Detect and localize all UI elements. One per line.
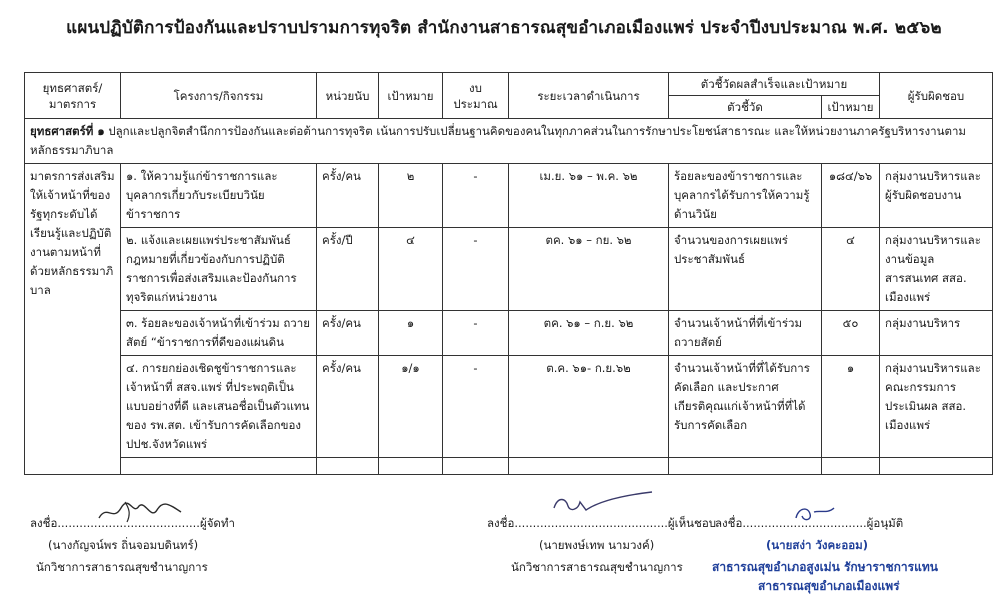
unit-cell: ครั้ง/คน bbox=[317, 311, 379, 356]
strategy-label: ยุทธศาสตร์ที่ ๑ bbox=[30, 124, 105, 138]
responsible-cell: กลุ่มงานบริหารและงานข้อมูลสารสนเทศ สสอ. เมืองแพร่ bbox=[880, 228, 993, 311]
budget-cell: - bbox=[443, 164, 509, 228]
signer-name: (นายสง่า วังคะออม) bbox=[766, 538, 869, 552]
signature-reviewed bbox=[487, 512, 716, 578]
handwritten-signature-prepared bbox=[95, 496, 185, 526]
header-indicator: ตัวชี้วัด bbox=[669, 96, 822, 119]
indicator-target-cell: ๕๐ bbox=[822, 311, 880, 356]
period-cell: ต.ค. ๖๑- ก.ย.๖๒ bbox=[509, 356, 669, 458]
empty-cell bbox=[443, 458, 509, 475]
signer-position: นักวิชาการสาธารณสุขชำนาญการ bbox=[36, 560, 208, 574]
responsible-cell: กลุ่มงานบริหาร bbox=[880, 311, 993, 356]
handwritten-signature-approved bbox=[790, 500, 840, 526]
target-cell: ๔ bbox=[379, 228, 443, 311]
budget-cell: - bbox=[443, 228, 509, 311]
responsible-cell: กลุ่มงานบริหารและผู้รับผิดชอบงาน bbox=[880, 164, 993, 228]
empty-row bbox=[25, 458, 993, 475]
signer-name: (นางกัญจน์พร ถิ่นจอมบดินทร์) bbox=[48, 538, 199, 552]
header-unit: หน่วยนับ bbox=[317, 73, 379, 119]
indicator-target-cell: ๑ bbox=[822, 356, 880, 458]
header-project: โครงการ/กิจกรรม bbox=[121, 73, 317, 119]
table-row bbox=[25, 311, 993, 356]
header-responsible: ผู้รับผิดชอบ bbox=[880, 73, 993, 119]
period-cell: เม.ย. ๖๑ – พ.ค. ๖๒ bbox=[509, 164, 669, 228]
strategy-cell bbox=[25, 119, 993, 164]
table-row bbox=[25, 228, 993, 311]
action-plan-table bbox=[24, 72, 993, 475]
indicator-cell: จำนวนเจ้าหน้าที่ที่เข้าร่วมถวายสัตย์ bbox=[669, 311, 822, 356]
strategy-row bbox=[25, 119, 993, 164]
unit-cell: ครั้ง/คน bbox=[317, 356, 379, 458]
project-cell: ๓. ร้อยละของเจ้าหน้าที่เข้าร่วม ถวายสัตย์ “ข้าราชการที่ดีของแผ่นดิน bbox=[121, 311, 317, 356]
signature-prefix: ลงชื่อ....................................... bbox=[30, 516, 200, 530]
indicator-target-cell: ๔ bbox=[822, 228, 880, 311]
signer-position: นักวิชาการสาธารณสุขชำนาญการ bbox=[511, 560, 683, 574]
signature-prefix: ลงชื่อ.................................. bbox=[715, 516, 867, 530]
measure-cell: มาตรการส่งเสริมให้เจ้าหน้าที่ของรัฐทุกระดับได้เรียนรู้และปฏิบัติงานตามหน้าที่ด้วยหลักธรรมาภิบาล bbox=[25, 164, 121, 475]
table-row bbox=[25, 356, 993, 458]
header-strategy-line2: มาตรการ bbox=[48, 96, 97, 111]
signature-role: ผู้เห็นชอบ bbox=[667, 516, 717, 530]
header-indicator-group: ตัวชี้วัดผลสำเร็จและเป้าหมาย bbox=[669, 73, 880, 96]
budget-cell: - bbox=[443, 311, 509, 356]
signer-name: (นายพงษ์เทพ นามวงค์) bbox=[539, 538, 655, 552]
unit-cell: ครั้ง/คน bbox=[317, 164, 379, 228]
signer-position-line2: สาธารณสุขอำเภอเมืองแพร่ bbox=[758, 579, 900, 593]
signature-role: ผู้อนุมัติ bbox=[866, 516, 904, 530]
target-cell: ๑ bbox=[379, 311, 443, 356]
table-row bbox=[25, 164, 993, 228]
header-indicator-target: เป้าหมาย bbox=[822, 96, 880, 119]
indicator-cell: จำนวนของการเผยแพร่ประชาสัมพันธ์ bbox=[669, 228, 822, 311]
indicator-cell: จำนวนเจ้าหน้าที่ที่ได้รับการคัดเลือก และประกาศเกียรติคุณแก่เจ้าหน้าที่ที่ได้รับการคัดเลือก bbox=[669, 356, 822, 458]
header-budget: งบประมาณ bbox=[443, 73, 509, 119]
project-cell: ๒. แจ้งและเผยแพร่ประชาสัมพันธ์กฎหมายที่เกี่ยวข้องกับการปฏิบัติราชการเพื่อส่งเสริมและป้องกันการทุจริตแก่หน่วยงาน bbox=[121, 228, 317, 311]
signer-position-line1: สาธารณสุขอำเภอสูงเม่น รักษาราชการแทน bbox=[712, 560, 938, 574]
strategy-text: ปลูกและปลูกจิตสำนึกการป้องกันและต่อต้านการทุจริต เน้นการปรับเปลี่ยนฐานคิดของคนในทุกภาคส่วนในการรักษาประโยชน์สาธารณะ และให้หน่วยงานภาครัฐบริหารงานตาม หลักธรรมาภิบาล bbox=[30, 124, 966, 157]
handwritten-signature-reviewed bbox=[548, 488, 658, 518]
signature-prefix: ลงชื่อ.......................................... bbox=[487, 516, 668, 530]
empty-cell bbox=[317, 458, 379, 475]
header-period: ระยะเวลาดำเนินการ bbox=[509, 73, 669, 119]
header-target: เป้าหมาย bbox=[379, 73, 443, 119]
target-cell: ๒ bbox=[379, 164, 443, 228]
indicator-cell: ร้อยละของข้าราชการและบุคลากรได้รับการให้ความรู้ด้านวินัย bbox=[669, 164, 822, 228]
empty-cell bbox=[822, 458, 880, 475]
empty-cell bbox=[121, 458, 317, 475]
empty-cell bbox=[880, 458, 993, 475]
header-row-1 bbox=[25, 73, 993, 96]
header-strategy-measure bbox=[25, 73, 121, 119]
empty-cell bbox=[379, 458, 443, 475]
empty-cell bbox=[669, 458, 822, 475]
project-cell: ๔. การยกย่องเชิดชูข้าราชการและเจ้าหน้าที่ สสจ.แพร่ ที่ประพฤติเป็นแบบอย่างที่ดี และเสนอชื่อเป็นตัวแทนของ รพ.สต. เข้ารับการคัดเลือกของ ปปช.จังหวัดแพร่ bbox=[121, 356, 317, 458]
target-cell: ๑/๑ bbox=[379, 356, 443, 458]
empty-cell bbox=[509, 458, 669, 475]
budget-cell: - bbox=[443, 356, 509, 458]
period-cell: ตค. ๖๑ – ก.ย. ๖๒ bbox=[509, 311, 669, 356]
unit-cell: ครั้ง/ปี bbox=[317, 228, 379, 311]
header-strategy-line1: ยุทธศาสตร์/ bbox=[42, 80, 103, 95]
signature-role: ผู้จัดทำ bbox=[199, 516, 235, 530]
responsible-cell: กลุ่มงานบริหารและคณะกรรมการประเมินผล สสอ. เมืองแพร่ bbox=[880, 356, 993, 458]
indicator-target-cell: ๑๘๔/๖๖ bbox=[822, 164, 880, 228]
project-cell: ๑. ให้ความรู้แก่ข้าราชการและบุคลากรเกี่ยวกับระเบียบวินัยข้าราชการ bbox=[121, 164, 317, 228]
period-cell: ตค. ๖๑ – กย. ๖๒ bbox=[509, 228, 669, 311]
document-title: แผนปฏิบัติการป้องกันและปราบปรามการทุจริต สำนักงานสาธารณสุขอำเภอเมืองแพร่ ประจำปีงบประมาณ พ.ศ. ๒๕๖๒ bbox=[66, 18, 942, 38]
